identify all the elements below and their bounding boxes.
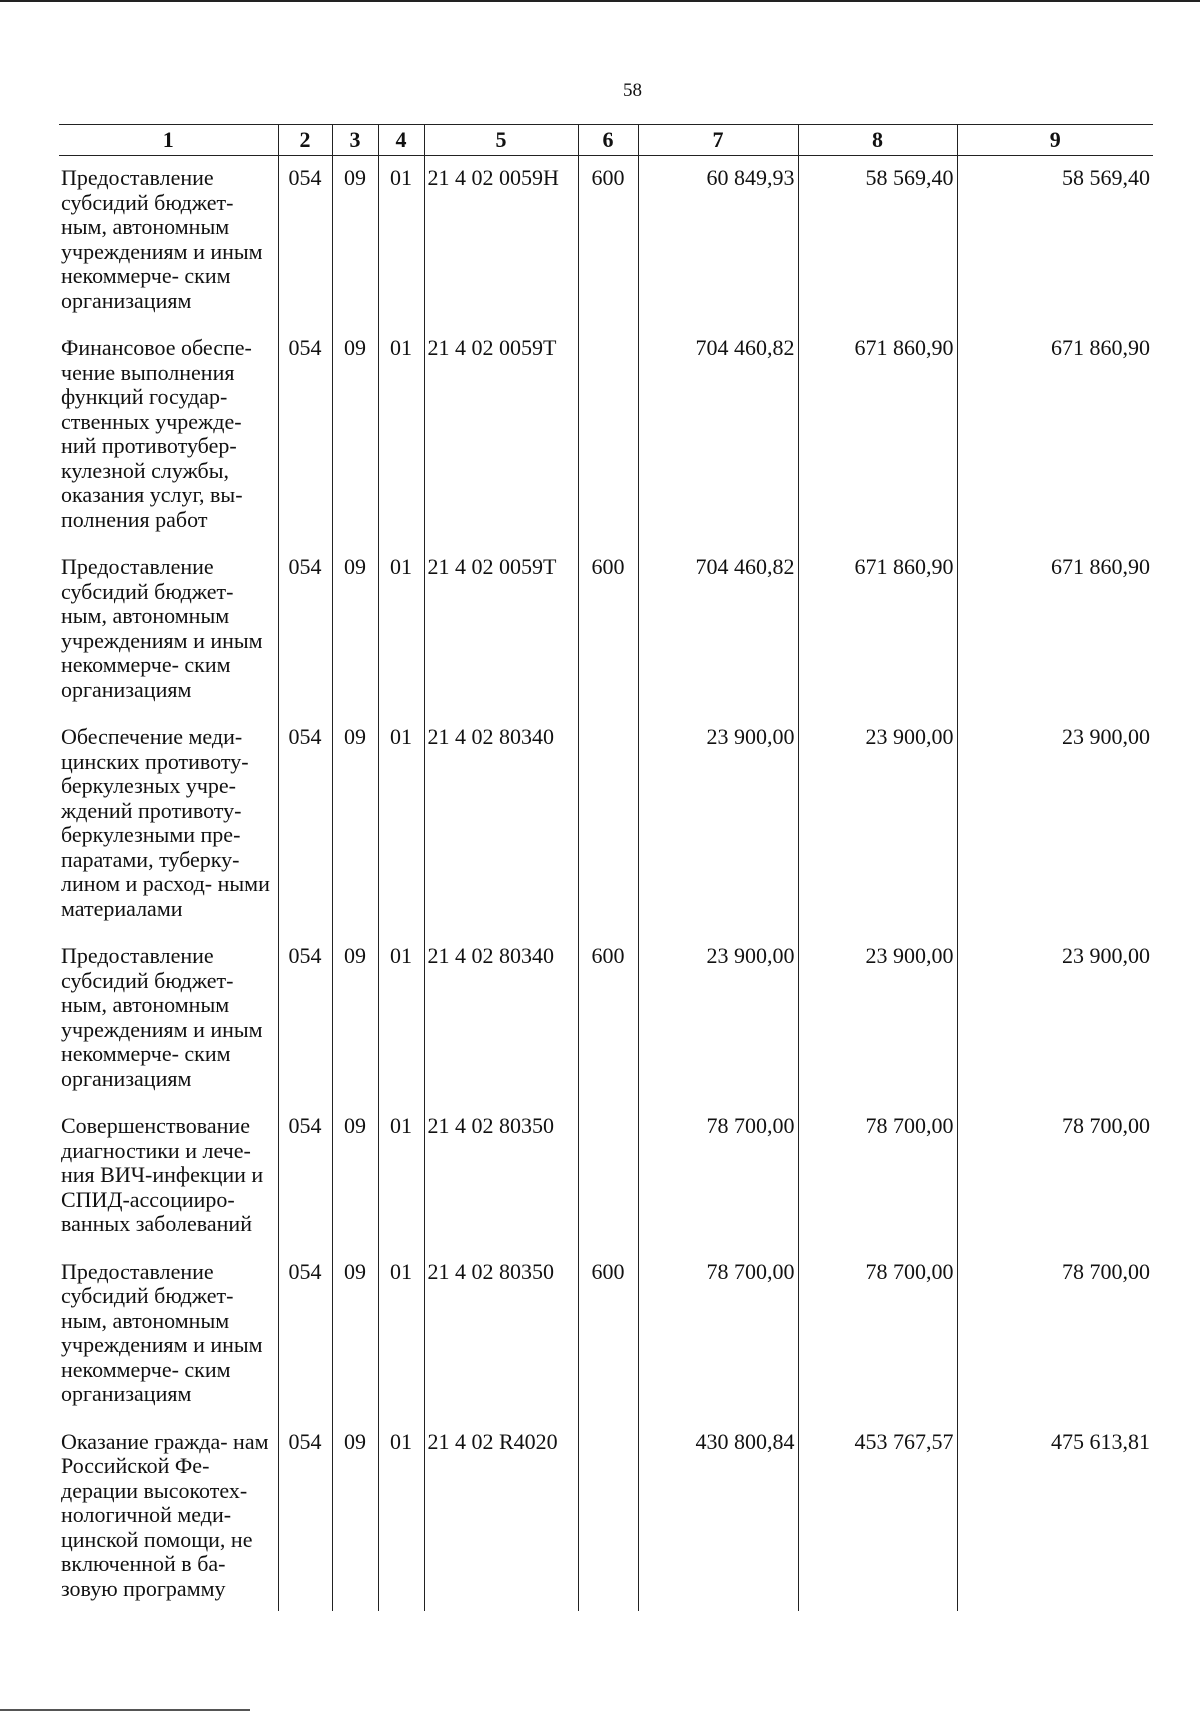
table-row xyxy=(59,326,1153,545)
amount-col8-cell: 78 700,00 xyxy=(798,1250,957,1420)
table-row xyxy=(59,934,1153,1104)
amount-col7-cell: 704 460,82 xyxy=(638,326,798,545)
row-name-cell: Обеспечение меди- цинских противоту- беркулезных учре- ждений противоту- беркулезными пре- паратами, туберку- лином и расход- ными материалами xyxy=(61,724,270,921)
target-article-cell: 21 4 02 80340 xyxy=(424,934,578,1104)
ministry-code-cell: 054 xyxy=(278,1104,332,1250)
target-article-cell: 21 4 02 0059Т xyxy=(424,545,578,715)
section-code-cell: 09 xyxy=(332,1104,378,1250)
header-row xyxy=(59,125,1153,156)
row-name-cell: Оказание гражда- нам Российской Фе- дерации высокотех- нологичной меди- цинской помощи, не включенной в ба- зовую программу xyxy=(61,1428,269,1601)
amount-col7-cell: 23 900,00 xyxy=(638,934,798,1104)
section-code-cell: 09 xyxy=(332,156,378,327)
subsection-code-cell: 01 xyxy=(378,545,424,715)
expense-type-cell: 600 xyxy=(578,934,638,1104)
amount-col9-cell: 78 700,00 xyxy=(957,1104,1153,1250)
subsection-code-cell: 01 xyxy=(378,1420,424,1612)
amount-col9-cell: 23 900,00 xyxy=(957,934,1153,1104)
table-row xyxy=(59,545,1153,715)
row-name-cell: Финансовое обеспе- чение выполнения функций государ- ственных учрежде- ний противотубер- кулезной службы, оказания услуг, вы- полнения работ xyxy=(61,335,252,532)
amount-col8-cell: 671 860,90 xyxy=(798,545,957,715)
target-article-cell: 21 4 02 80350 xyxy=(424,1250,578,1420)
column-header: 6 xyxy=(578,125,638,156)
amount-col9-cell: 23 900,00 xyxy=(957,715,1153,934)
page-number: 58 xyxy=(623,80,642,101)
amount-col7-cell: 60 849,93 xyxy=(638,156,798,327)
ministry-code-cell: 054 xyxy=(278,715,332,934)
table-row xyxy=(59,1420,1153,1612)
expense-type-cell: 600 xyxy=(578,156,638,327)
section-code-cell: 09 xyxy=(332,1420,378,1612)
column-header: 4 xyxy=(378,125,424,156)
expense-type-cell xyxy=(578,715,638,934)
column-header: 8 xyxy=(798,125,957,156)
section-code-cell: 09 xyxy=(332,545,378,715)
expense-type-cell xyxy=(578,1420,638,1612)
row-name-cell: Предоставление субсидий бюджет- ным, автономным учреждениям и иным некоммерче- ским организациям xyxy=(61,943,263,1091)
section-code-cell: 09 xyxy=(332,1250,378,1420)
expense-type-cell: 600 xyxy=(578,1250,638,1420)
expense-type-cell xyxy=(578,326,638,545)
subsection-code-cell: 01 xyxy=(378,715,424,934)
subsection-code-cell: 01 xyxy=(378,1250,424,1420)
ministry-code-cell: 054 xyxy=(278,1420,332,1612)
section-code-cell: 09 xyxy=(332,326,378,545)
target-article-cell: 21 4 02 0059Н xyxy=(424,156,578,327)
amount-col9-cell: 475 613,81 xyxy=(957,1420,1153,1612)
column-header: 7 xyxy=(638,125,798,156)
amount-col8-cell: 23 900,00 xyxy=(798,934,957,1104)
section-code-cell: 09 xyxy=(332,934,378,1104)
amount-col7-cell: 78 700,00 xyxy=(638,1104,798,1250)
table-row xyxy=(59,715,1153,934)
amount-col9-cell: 78 700,00 xyxy=(957,1250,1153,1420)
row-name-cell: Совершенствование диагностики и лече- ния ВИЧ-инфекции и СПИД-ассоцииро- ванных заболеваний xyxy=(61,1113,264,1236)
top-rule xyxy=(0,0,1200,2)
amount-col8-cell: 671 860,90 xyxy=(798,326,957,545)
amount-col9-cell: 671 860,90 xyxy=(957,545,1153,715)
expense-type-cell: 600 xyxy=(578,545,638,715)
table-row xyxy=(59,1250,1153,1420)
section-code-cell: 09 xyxy=(332,715,378,934)
row-name-cell: Предоставление субсидий бюджет- ным, автономным учреждениям и иным некоммерче- ским организациям xyxy=(61,1258,263,1406)
ministry-code-cell: 054 xyxy=(278,934,332,1104)
ministry-code-cell: 054 xyxy=(278,545,332,715)
amount-col9-cell: 58 569,40 xyxy=(957,156,1153,327)
amount-col7-cell: 78 700,00 xyxy=(638,1250,798,1420)
amount-col9-cell: 671 860,90 xyxy=(957,326,1153,545)
target-article-cell: 21 4 02 R4020 xyxy=(424,1420,578,1612)
row-name-cell: Предоставление субсидий бюджет- ным, автономным учреждениям и иным некоммерче- ским организациям xyxy=(61,554,263,702)
amount-col8-cell: 23 900,00 xyxy=(798,715,957,934)
subsection-code-cell: 01 xyxy=(378,1104,424,1250)
column-header: 3 xyxy=(332,125,378,156)
amount-col7-cell: 430 800,84 xyxy=(638,1420,798,1612)
target-article-cell: 21 4 02 80340 xyxy=(424,715,578,934)
subsection-code-cell: 01 xyxy=(378,934,424,1104)
column-header: 2 xyxy=(278,125,332,156)
amount-col8-cell: 453 767,57 xyxy=(798,1420,957,1612)
amount-col7-cell: 704 460,82 xyxy=(638,545,798,715)
target-article-cell: 21 4 02 0059Т xyxy=(424,326,578,545)
target-article-cell: 21 4 02 80350 xyxy=(424,1104,578,1250)
row-name-cell: Предоставление субсидий бюджет- ным, автономным учреждениям и иным некоммерче- ским организациям xyxy=(61,165,263,313)
budget-table xyxy=(59,124,1153,1611)
column-header: 9 xyxy=(957,125,1153,156)
expense-type-cell xyxy=(578,1104,638,1250)
column-header: 1 xyxy=(59,125,278,156)
ministry-code-cell: 054 xyxy=(278,326,332,545)
ministry-code-cell: 054 xyxy=(278,1250,332,1420)
bottom-rule xyxy=(0,1709,250,1711)
column-header: 5 xyxy=(424,125,578,156)
amount-col8-cell: 78 700,00 xyxy=(798,1104,957,1250)
ministry-code-cell: 054 xyxy=(278,156,332,327)
subsection-code-cell: 01 xyxy=(378,326,424,545)
table-row xyxy=(59,1104,1153,1250)
table-row xyxy=(59,156,1153,327)
amount-col8-cell: 58 569,40 xyxy=(798,156,957,327)
amount-col7-cell: 23 900,00 xyxy=(638,715,798,934)
subsection-code-cell: 01 xyxy=(378,156,424,327)
